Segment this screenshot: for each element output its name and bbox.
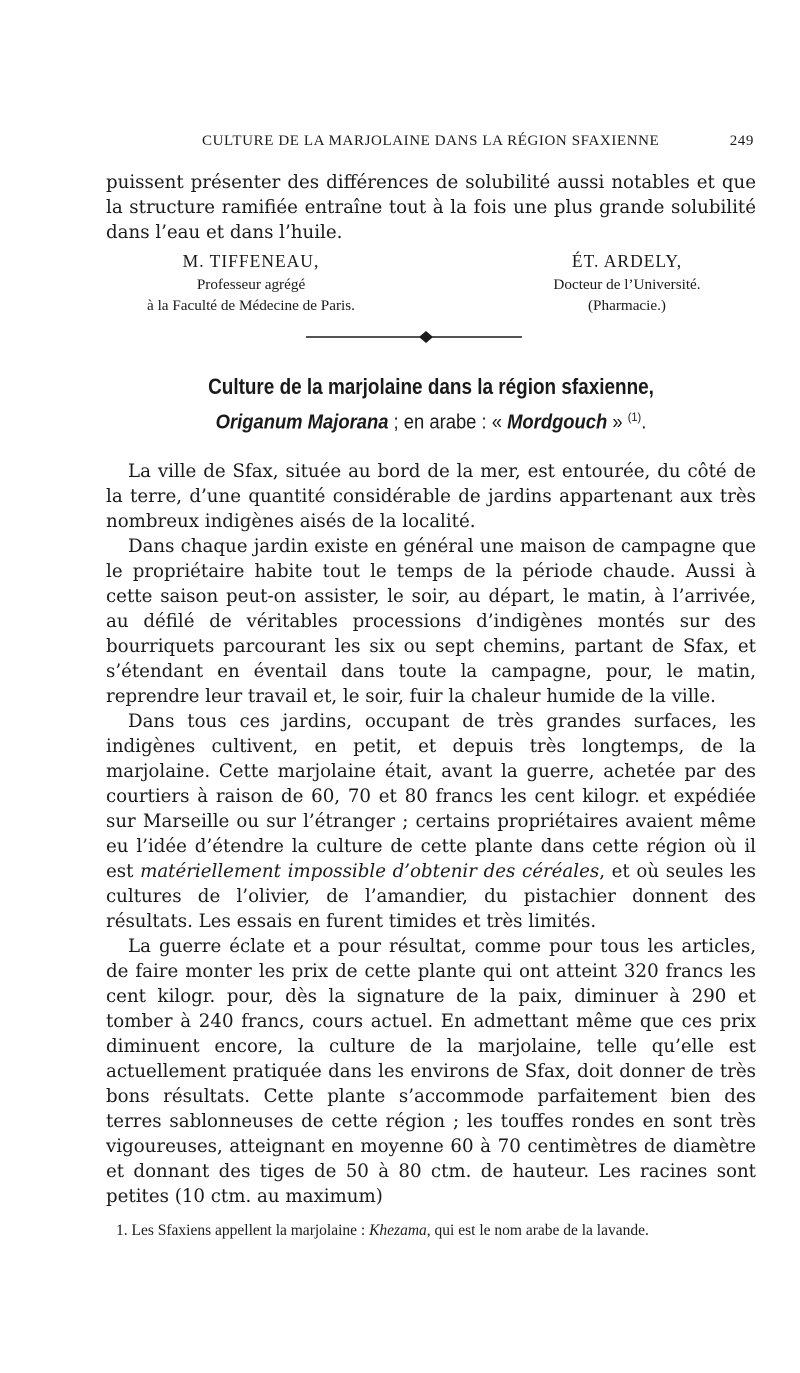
running-head [106,128,756,154]
paragraph-3-text-end: , et où seules les cultures de l’olivier, de l’amandier, du pistachier donnent des résultats. Les essais en furent timides et très limités. [106,860,757,932]
species-name: Origanum Majorana [215,411,389,434]
signature-title: Docteur de l’Université. [553,276,701,293]
paragraph-2: Dans chaque jardin existe en général une maison de campagne que le propriétaire habite tout le temps de la période chaude. Aussi à cette saison peut-on assister, le soir, au départ, le matin, à l’arrivée, au défilé de véritables processions d’indigènes montés sur des bourriquets parcourant les six ou sept chemins, partant de Sfax, et s’étendant en éventail dans toute la campagne, pour, le matin, reprendre leur travail et, le soir, fuir la chaleur humide de la ville. [106,535,756,707]
subtitle-end: » [607,411,623,434]
signatures [106,248,756,320]
signature-name: ÉT. ARDELY, [571,251,683,271]
intro-paragraph: puissent présenter des différences de solubilité aussi notables et que la structure ramifiée entraîne tout à la fois une plus grande solubilité dans l’eau et dans l’huile. [106,172,756,243]
paragraph-1: La ville de Sfax, située au bord de la mer, est entourée, du côté de la terre, d’une quantité considérable de jardins appartenant aux très nombreux indigènes aisés de la localité. [106,460,756,532]
footnote-text: 1. Les Sfaxiens appellent la marjolaine : [116,1221,370,1239]
footnote [106,1220,756,1241]
article-subtitle [132,402,730,438]
section-divider [106,320,756,360]
diamond-rule-icon [306,330,522,344]
footnote-ref: (1) [627,410,642,424]
page [106,128,756,1241]
page-number: 249 [729,133,754,149]
paragraph-3-text: Dans tous ces jardins, occupant de très grandes surfaces, les indigènes cultivent, en petit, et depuis très longtemps, de la marjolaine. Cette marjolaine était, avant la guerre, achetée par des courtiers à raison de 60, 70 et 80 francs les cent kilogr. et expédiée sur Marseille ou sur l’étranger ; certains propriétaires avaient même eu l’idée d’étendre la culture de cette plante dans cette région où il est [106,710,756,882]
paragraph-4: La guerre éclate et a pour résultat, comme pour tous les articles, de faire monter les prix de cette plante qui ont atteint 320 francs les cent kilogr. pour, dès la signature de la paix, diminuer à 290 et tomber à 240 francs, cours actuel. En admettant même que ces prix diminuent encore, la culture de la marjolaine, telle qu’elle est actuellement pratiquée dans les environs de Sfax, doit donner de très bons résultats. Cette plante s’accommode parfaitement bien des terres sablonneuses de cette région ; les touffes rondes en sont très vigoureuses, atteignant en moyenne 60 à 70 centimètres de diamètre et donnant des tiges de 50 à 80 ctm. de hauteur. Les racines sont petites (10 ctm. au maximum) [106,935,756,1207]
article-title: Culture de la marjolaine dans la région sfaxienne, [208,374,654,399]
signature-name: M. TIFFENEAU, [182,251,320,271]
signature-title: Professeur agrégé [196,276,306,293]
signature-affiliation: (Pharmacie.) [587,297,666,314]
signature-ardely [494,248,760,316]
subtitle-trailing: . [641,411,647,434]
running-head-title: CULTURE DE LA MARJOLAINE DANS LA RÉGION SFAXIENNE [202,133,660,149]
paragraph-3-italic: matériellement impossible d’obtenir des céréales [140,860,600,882]
arabic-name: Mordgouch [507,411,608,434]
article-body [106,459,756,1209]
paragraph-3 [106,709,756,934]
footnote-text-end: , qui est le nom arabe de la lavande. [426,1221,649,1239]
subtitle-middle: ; en arabe : « [388,411,508,434]
signature-tiffeneau [106,248,396,316]
signature-affiliation: à la Faculté de Médecine de Paris. [147,297,355,314]
footnote-italic: Khezama [369,1221,427,1239]
